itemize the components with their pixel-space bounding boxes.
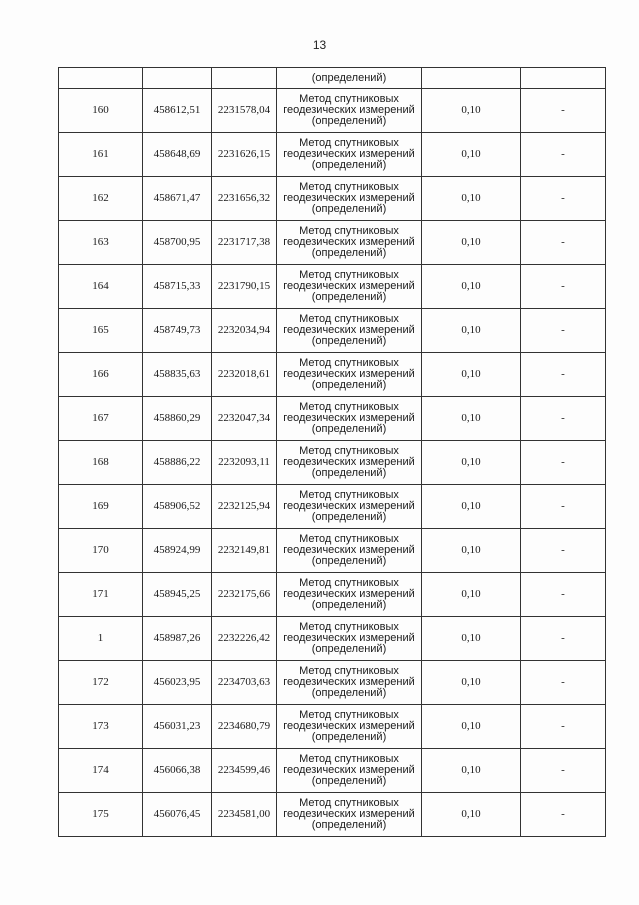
coordinate-y-cell: 2231578,04	[212, 89, 277, 133]
coordinate-y-cell: 2234599,46	[212, 749, 277, 793]
method-line: (определений)	[311, 203, 387, 215]
note-cell: -	[521, 397, 606, 441]
accuracy-cell: 0,10	[422, 353, 521, 397]
table-row	[59, 749, 606, 793]
table-row	[59, 793, 606, 837]
continuation-row	[59, 68, 606, 89]
coordinate-x-cell: 458906,52	[143, 485, 212, 529]
table-cell	[521, 68, 606, 89]
method-line: (определений)	[311, 643, 387, 655]
note-cell: -	[521, 265, 606, 309]
method-line: геодезических измерений	[283, 192, 415, 204]
coordinate-x-cell: 458700,95	[143, 221, 212, 265]
method-line: (определений)	[311, 291, 387, 303]
coordinate-y-cell: 2232226,42	[212, 617, 277, 661]
method-line: Метод спутниковых	[299, 401, 399, 413]
coordinate-y-cell: 2234581,00	[212, 793, 277, 837]
table-cell	[212, 68, 277, 89]
method-line: геодезических измерений	[283, 368, 415, 380]
method-line: геодезических измерений	[283, 280, 415, 292]
coordinate-x-cell: 458835,63	[143, 353, 212, 397]
method-line: геодезических измерений	[283, 632, 415, 644]
method-line: геодезических измерений	[283, 324, 415, 336]
accuracy-cell: 0,10	[422, 793, 521, 837]
note-cell: -	[521, 661, 606, 705]
coordinate-y-cell: 2231717,38	[212, 221, 277, 265]
coordinate-y-cell: 2232175,66	[212, 573, 277, 617]
point-number-cell: 171	[59, 573, 143, 617]
point-number-cell: 173	[59, 705, 143, 749]
coordinate-x-cell: 458987,26	[143, 617, 212, 661]
point-number-cell: 166	[59, 353, 143, 397]
coordinate-x-cell: 458749,73	[143, 309, 212, 353]
method-line: Метод спутниковых	[299, 709, 399, 721]
accuracy-cell: 0,10	[422, 485, 521, 529]
note-cell: -	[521, 133, 606, 177]
method-line: (определений)	[311, 335, 387, 347]
point-number-cell: 165	[59, 309, 143, 353]
note-cell: -	[521, 89, 606, 133]
method-cell	[277, 353, 422, 397]
point-number-cell: 174	[59, 749, 143, 793]
table-row	[59, 485, 606, 529]
method-cell	[277, 661, 422, 705]
note-cell: -	[521, 485, 606, 529]
table-row	[59, 573, 606, 617]
method-cell	[277, 133, 422, 177]
method-line: Метод спутниковых	[299, 445, 399, 457]
coordinate-y-cell: 2232047,34	[212, 397, 277, 441]
method-line: (определений)	[311, 775, 387, 787]
method-line: геодезических измерений	[283, 720, 415, 732]
coordinate-x-cell: 458715,33	[143, 265, 212, 309]
method-line: (определений)	[311, 159, 387, 171]
note-cell: -	[521, 309, 606, 353]
accuracy-cell: 0,10	[422, 529, 521, 573]
method-line: Метод спутниковых	[299, 489, 399, 501]
note-cell: -	[521, 617, 606, 661]
coordinate-y-cell: 2231656,32	[212, 177, 277, 221]
accuracy-cell: 0,10	[422, 661, 521, 705]
point-number-cell: 172	[59, 661, 143, 705]
method-line: (определений)	[311, 819, 387, 831]
coordinate-x-cell: 456076,45	[143, 793, 212, 837]
coordinate-x-cell: 458924,99	[143, 529, 212, 573]
point-number-cell: 169	[59, 485, 143, 529]
method-line: Метод спутниковых	[299, 533, 399, 545]
note-cell: -	[521, 177, 606, 221]
accuracy-cell: 0,10	[422, 89, 521, 133]
point-number-cell: 163	[59, 221, 143, 265]
note-cell: -	[521, 221, 606, 265]
page-number: 13	[312, 38, 327, 52]
method-line: геодезических измерений	[283, 500, 415, 512]
method-line: Метод спутниковых	[299, 357, 399, 369]
method-line: геодезических измерений	[283, 676, 415, 688]
method-line: Метод спутниковых	[299, 313, 399, 325]
coordinates-table	[58, 67, 606, 837]
method-cell: (определений)	[277, 68, 422, 89]
table-cell	[422, 68, 521, 89]
method-line: геодезических измерений	[283, 544, 415, 556]
method-line: Метод спутниковых	[299, 665, 399, 677]
point-number-cell: 175	[59, 793, 143, 837]
method-line: Метод спутниковых	[299, 181, 399, 193]
method-line: (определений)	[311, 687, 387, 699]
method-line: Метод спутниковых	[299, 137, 399, 149]
method-line: геодезических измерений	[283, 412, 415, 424]
method-line: (определений)	[311, 247, 387, 259]
coordinate-x-cell: 458886,22	[143, 441, 212, 485]
table-cell	[59, 68, 143, 89]
table-row	[59, 89, 606, 133]
method-cell	[277, 529, 422, 573]
table-row	[59, 133, 606, 177]
table-row	[59, 265, 606, 309]
method-cell	[277, 485, 422, 529]
note-cell: -	[521, 441, 606, 485]
method-cell	[277, 397, 422, 441]
method-line: Метод спутниковых	[299, 753, 399, 765]
coordinate-x-cell: 458945,25	[143, 573, 212, 617]
method-cell	[277, 441, 422, 485]
point-number-cell: 1	[59, 617, 143, 661]
method-cell	[277, 705, 422, 749]
method-line: геодезических измерений	[283, 148, 415, 160]
method-line: (определений)	[311, 423, 387, 435]
table-row	[59, 441, 606, 485]
method-line: (определений)	[311, 511, 387, 523]
coordinate-x-cell: 456023,95	[143, 661, 212, 705]
table-row	[59, 661, 606, 705]
method-cell	[277, 89, 422, 133]
coordinate-x-cell: 458648,69	[143, 133, 212, 177]
method-cell	[277, 221, 422, 265]
method-cell	[277, 749, 422, 793]
method-line: геодезических измерений	[283, 456, 415, 468]
method-line: Метод спутниковых	[299, 93, 399, 105]
coordinate-x-cell: 458671,47	[143, 177, 212, 221]
note-cell: -	[521, 353, 606, 397]
method-line: Метод спутниковых	[299, 225, 399, 237]
method-line: (определений)	[311, 555, 387, 567]
note-cell: -	[521, 529, 606, 573]
accuracy-cell: 0,10	[422, 221, 521, 265]
coordinate-y-cell: 2234703,63	[212, 661, 277, 705]
method-line: (определений)	[311, 379, 387, 391]
method-cell	[277, 793, 422, 837]
coordinate-y-cell: 2232034,94	[212, 309, 277, 353]
accuracy-cell: 0,10	[422, 573, 521, 617]
method-line: геодезических измерений	[283, 808, 415, 820]
accuracy-cell: 0,10	[422, 265, 521, 309]
point-number-cell: 161	[59, 133, 143, 177]
coordinate-y-cell: 2232149,81	[212, 529, 277, 573]
method-line: Метод спутниковых	[299, 797, 399, 809]
method-line: Метод спутниковых	[299, 269, 399, 281]
table-row	[59, 177, 606, 221]
note-cell: -	[521, 573, 606, 617]
method-line: геодезических измерений	[283, 764, 415, 776]
accuracy-cell: 0,10	[422, 177, 521, 221]
coordinate-y-cell: 2231626,15	[212, 133, 277, 177]
note-cell: -	[521, 793, 606, 837]
note-cell: -	[521, 705, 606, 749]
table-row	[59, 397, 606, 441]
method-line: (определений)	[311, 599, 387, 611]
accuracy-cell: 0,10	[422, 397, 521, 441]
coordinate-x-cell: 456066,38	[143, 749, 212, 793]
method-line: Метод спутниковых	[299, 621, 399, 633]
table-row	[59, 529, 606, 573]
table-cell	[143, 68, 212, 89]
coordinate-x-cell: 456031,23	[143, 705, 212, 749]
method-line: геодезических измерений	[283, 236, 415, 248]
method-cell	[277, 617, 422, 661]
coordinate-x-cell: 458860,29	[143, 397, 212, 441]
coordinate-y-cell: 2232018,61	[212, 353, 277, 397]
method-cell	[277, 177, 422, 221]
method-cell	[277, 309, 422, 353]
coordinate-y-cell: 2231790,15	[212, 265, 277, 309]
accuracy-cell: 0,10	[422, 133, 521, 177]
table-row	[59, 617, 606, 661]
coordinate-y-cell: 2232093,11	[212, 441, 277, 485]
method-line: Метод спутниковых	[299, 577, 399, 589]
coordinate-x-cell: 458612,51	[143, 89, 212, 133]
accuracy-cell: 0,10	[422, 617, 521, 661]
method-line: (определений)	[311, 467, 387, 479]
accuracy-cell: 0,10	[422, 441, 521, 485]
accuracy-cell: 0,10	[422, 749, 521, 793]
coordinate-y-cell: 2234680,79	[212, 705, 277, 749]
point-number-cell: 168	[59, 441, 143, 485]
accuracy-cell: 0,10	[422, 705, 521, 749]
method-line: (определений)	[311, 115, 387, 127]
note-cell: -	[521, 749, 606, 793]
table-row	[59, 705, 606, 749]
method-cell	[277, 265, 422, 309]
method-line: (определений)	[311, 731, 387, 743]
method-cell	[277, 573, 422, 617]
coordinate-y-cell: 2232125,94	[212, 485, 277, 529]
table-row	[59, 353, 606, 397]
method-line: геодезических измерений	[283, 104, 415, 116]
table-row	[59, 221, 606, 265]
accuracy-cell: 0,10	[422, 309, 521, 353]
point-number-cell: 167	[59, 397, 143, 441]
point-number-cell: 170	[59, 529, 143, 573]
point-number-cell: 162	[59, 177, 143, 221]
table-row	[59, 309, 606, 353]
point-number-cell: 164	[59, 265, 143, 309]
point-number-cell: 160	[59, 89, 143, 133]
method-line: геодезических измерений	[283, 588, 415, 600]
